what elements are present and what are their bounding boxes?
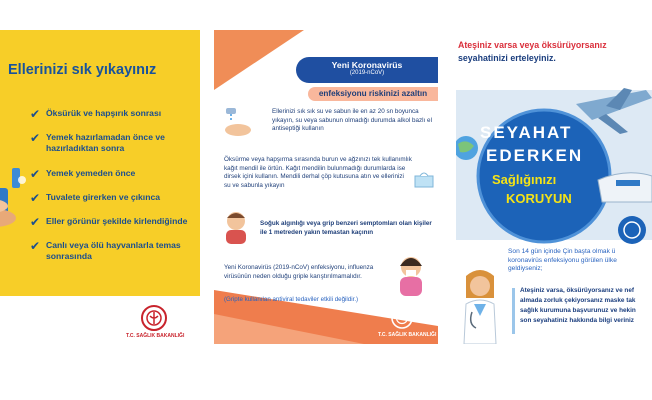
list-item bbox=[30, 166, 198, 181]
advice-line: sağlık kurumuna başvurunuz ve hekin bbox=[520, 306, 636, 314]
tissue-box-icon bbox=[414, 170, 434, 188]
list-item-text: Eller görünür şekilde kirlendiğinde bbox=[46, 215, 188, 226]
poster-hand-washing bbox=[0, 30, 200, 344]
list-item bbox=[30, 239, 198, 262]
advice-accent-bar bbox=[512, 288, 515, 334]
checkmark-icon: ✔ bbox=[30, 190, 41, 205]
checkmark-icon: ✔ bbox=[30, 107, 41, 121]
advice-paragraph: Yeni Koronavirüs (2019-nCoV) enfeksiyonu, influenza virüsünün neden olduğu griple karıştırılmamalıdır. bbox=[224, 264, 374, 280]
antiviral-note: (Gripte kullanılan antiviral tedaviler etkili değildir.) bbox=[224, 296, 359, 303]
poster2-subtitle: (2019-nCoV) bbox=[349, 70, 385, 76]
poster1-title: Ellerinizi sık yıkayınız bbox=[8, 62, 157, 78]
poster3-big-line4: KORUYUN bbox=[506, 191, 572, 206]
poster3-advice-text bbox=[520, 286, 636, 326]
travel-illustration bbox=[456, 84, 652, 254]
list-item-text: Öksürük ve hapşırık sonrası bbox=[46, 108, 162, 118]
list-item-text: Canlı veya ölü hayvanlarla temas sonrasında bbox=[46, 240, 181, 262]
ministry-name: T.C. SAĞLIK BAKANLIĞI bbox=[126, 333, 185, 339]
advice-paragraph: Ellerinizi sık sık su ve sabun ile en az 20 sn boyunca yıkayın, su veya sabunun olmadığı durumda alkol bazlı el antiseptiği kullanın bbox=[272, 108, 432, 133]
list-item bbox=[30, 107, 198, 121]
poster3-heading-line1: Ateşiniz varsa veya öksürüyorsanız bbox=[458, 40, 607, 50]
list-item-text: Tuvalete girerken ve çıkınca bbox=[46, 191, 161, 202]
poster2-title: Yeni Koronavirüs bbox=[331, 60, 403, 70]
list-item-text: Yemek hazırlamadan önce ve hazırladıktan sonra bbox=[46, 132, 165, 154]
poster-travel-health bbox=[456, 30, 652, 344]
checkmark-icon: ✔ bbox=[30, 131, 41, 146]
checkmark-icon: ✔ bbox=[30, 166, 41, 181]
globe-icon bbox=[456, 136, 478, 160]
ministry-name: T.C. SAĞLIK BAKANLIĞI bbox=[378, 332, 437, 338]
sick-person-icon bbox=[222, 210, 252, 244]
checkmark-icon: ✔ bbox=[30, 239, 41, 254]
info-line: Son 14 gün içinde Çin başta olmak ü bbox=[508, 248, 616, 255]
hand-washing-icon bbox=[222, 106, 254, 138]
poster3-big-line1: SEYAHAT bbox=[480, 123, 573, 142]
hand-washing-list bbox=[30, 107, 198, 275]
risk-banner: enfeksiyonu riskinizi azaltın bbox=[308, 87, 438, 101]
advice-line: son seyahatiniz hakkında bilgi veriniz bbox=[520, 316, 634, 324]
list-item bbox=[30, 131, 198, 154]
girl-blowing-nose-icon bbox=[394, 254, 428, 296]
poster3-info-text bbox=[508, 248, 617, 274]
train-icon bbox=[598, 173, 652, 202]
poster3-big-line3: Sağlığınızı bbox=[492, 172, 557, 187]
advice-paragraph: Öksürme veya hapşırma sırasında burun ve ağzınızı tek kullanımlık kağıt mendil ile örtün. Kağıt mendilin bulunmadığı durumlarda ise dirsek içini kullanın. Mendili derhal çöp kutusuna atın ve ellerinizi su ve sabunla yıkayın bbox=[224, 156, 412, 190]
list-item bbox=[30, 214, 198, 229]
list-item bbox=[30, 190, 198, 205]
advice-paragraph: Soğuk algınlığı veya grip benzeri semptomları olan kişiler ile 1 metreden yakın temastan kaçının bbox=[260, 220, 432, 236]
washing-hands-icon bbox=[0, 158, 34, 238]
info-line: geldiyseniz; bbox=[508, 265, 543, 273]
poster-risk-reduction bbox=[214, 30, 438, 344]
advice-line: Ateşiniz varsa, öksürüyorsanız ve nef bbox=[520, 287, 635, 294]
checkmark-icon: ✔ bbox=[30, 214, 41, 229]
doctor-icon bbox=[456, 268, 504, 344]
poster3-big-line2: EDERKEN bbox=[486, 146, 584, 165]
poster3-heading-line2: seyahatinizi erteleyiniz. bbox=[458, 53, 556, 63]
info-line: koronavirüs enfeksiyonu görülen ülke bbox=[508, 256, 617, 264]
ministry-logo-icon bbox=[140, 304, 168, 332]
title-banner bbox=[296, 57, 438, 83]
ministry-logo-icon bbox=[390, 306, 414, 330]
list-item-text: Yemek yemeden önce bbox=[46, 167, 136, 178]
advice-line: almada zorluk çekiyorsanız maske tak bbox=[520, 296, 636, 304]
